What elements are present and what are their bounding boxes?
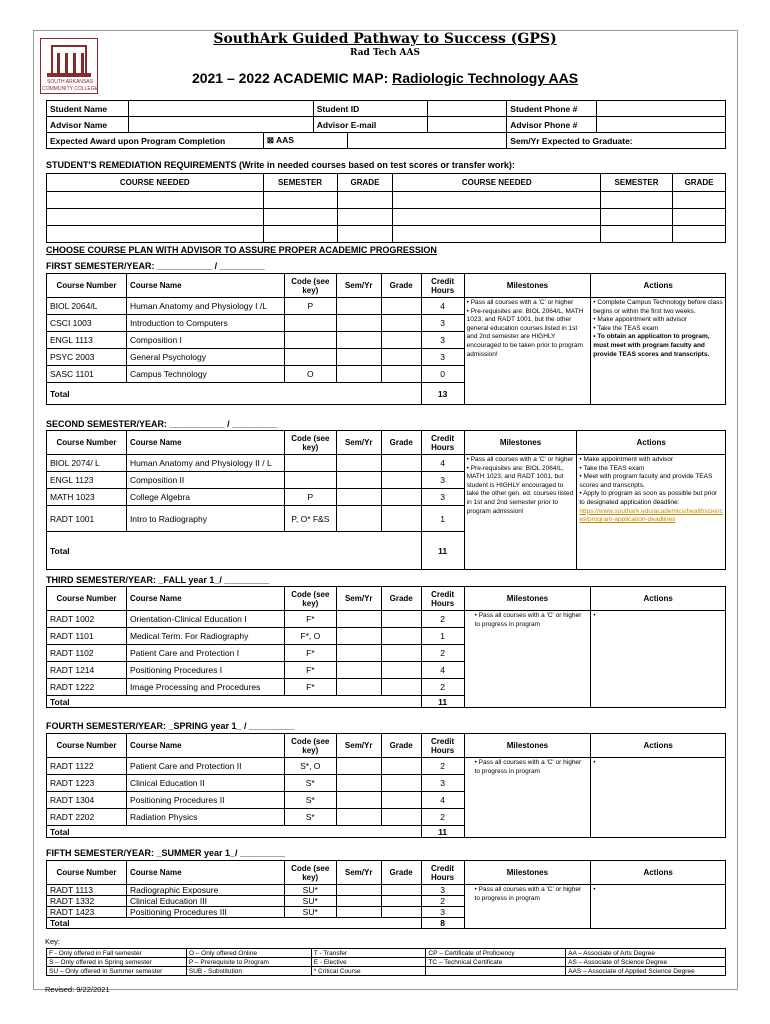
student-info-table — [46, 100, 726, 149]
column-header: Milestones — [464, 861, 591, 885]
column-header: Grade — [381, 274, 421, 298]
table-cell — [336, 628, 381, 645]
column-header: Code (see key) — [284, 861, 336, 885]
column-header: Course Name — [126, 734, 284, 758]
column-header: Code (see key) — [284, 587, 336, 611]
table-cell — [336, 489, 381, 506]
table-cell: Positioning Procedures III — [126, 907, 284, 918]
table-cell: General Psychology — [126, 349, 284, 366]
table-cell — [336, 472, 381, 489]
table-cell: • Pass all courses with a 'C' or higher to progress in program — [464, 758, 591, 838]
table-cell: F* — [284, 645, 336, 662]
table-cell: 0 — [421, 366, 464, 383]
table-cell — [336, 315, 381, 332]
table-cell: SASC 1101 — [47, 366, 127, 383]
column-header: Milestones — [464, 734, 591, 758]
remediation-table — [46, 173, 726, 243]
sem1-table — [46, 273, 726, 405]
table-cell: CSCI 1003 — [47, 315, 127, 332]
table-cell — [381, 662, 421, 679]
award-checkbox[interactable]: ⊠ AAS — [263, 133, 347, 149]
column-header: Course Number — [47, 431, 127, 455]
column-header: Credit Hours — [421, 274, 464, 298]
table-cell: F* — [284, 679, 336, 696]
application-deadline-link[interactable]: https://www.southark.edu/academics/healthsciences/program-application-deadlines — [579, 507, 723, 524]
table-cell — [336, 645, 381, 662]
sem5-table — [46, 860, 726, 929]
table-cell: RADT 1423 — [47, 907, 127, 918]
table-cell: ENGL 1123 — [47, 472, 127, 489]
table-cell — [336, 775, 381, 792]
table-cell: SUB - Substitution — [186, 967, 311, 976]
table-cell: RADT 1223 — [47, 775, 127, 792]
table-cell: Campus Technology — [126, 366, 284, 383]
table-cell — [381, 792, 421, 809]
table-cell: RADT 1332 — [47, 896, 127, 907]
column-header: Code (see key) — [284, 431, 336, 455]
table-cell: S* — [284, 809, 336, 826]
table-cell: RADT 1113 — [47, 885, 127, 896]
column-header: Course Name — [126, 861, 284, 885]
table-cell: P – Prerequisite to Program — [186, 958, 311, 967]
advisor-phone-field[interactable] — [597, 117, 726, 133]
table-cell — [381, 645, 421, 662]
table-cell — [47, 226, 264, 243]
table-cell — [336, 611, 381, 628]
sem2-table — [46, 430, 726, 570]
table-cell: 3 — [421, 775, 464, 792]
table-cell: BIOL 2074/ L — [47, 455, 127, 472]
table-cell: RADT 1001 — [47, 506, 127, 532]
column-header: Course Name — [126, 587, 284, 611]
column-header: SEMESTER — [601, 174, 673, 192]
table-cell: • Pass all courses with a 'C' or higher to progress in program — [464, 611, 591, 708]
table-cell — [284, 349, 336, 366]
table-cell: S – Only offered in Spring semester — [47, 958, 187, 967]
table-cell — [381, 298, 421, 315]
table-cell: BIOL 2064/L — [47, 298, 127, 315]
table-cell: Intro to Radiography — [126, 506, 284, 532]
table-cell: MATH 1023 — [47, 489, 127, 506]
sem4-table — [46, 733, 726, 838]
table-cell: 2 — [421, 809, 464, 826]
table-cell — [673, 226, 726, 243]
table-cell: SU* — [284, 885, 336, 896]
table-cell — [381, 775, 421, 792]
table-cell: 2 — [421, 896, 464, 907]
table-cell — [381, 907, 421, 918]
table-cell: Composition II — [126, 472, 284, 489]
table-cell: College Algebra — [126, 489, 284, 506]
table-cell: RADT 1122 — [47, 758, 127, 775]
table-cell — [263, 209, 337, 226]
table-cell — [284, 315, 336, 332]
column-header: Actions — [591, 861, 726, 885]
table-cell: 3 — [421, 472, 464, 489]
table-cell: E - Elective — [311, 958, 426, 967]
table-cell — [426, 967, 566, 976]
student-phone-field[interactable] — [597, 101, 726, 117]
table-cell — [381, 472, 421, 489]
table-cell — [336, 298, 381, 315]
table-cell — [381, 315, 421, 332]
key-label: Key: — [45, 937, 61, 946]
table-cell: 2 — [421, 645, 464, 662]
table-cell — [337, 209, 393, 226]
table-cell — [393, 192, 601, 209]
table-cell: Human Anatomy and Physiology II / L — [126, 455, 284, 472]
column-header: Code (see key) — [284, 734, 336, 758]
table-cell — [381, 611, 421, 628]
column-header: Milestones — [464, 274, 591, 298]
table-cell: Advisor Phone # — [507, 117, 597, 133]
table-cell — [381, 896, 421, 907]
table-cell: RADT 1002 — [47, 611, 127, 628]
column-header: Milestones — [464, 431, 577, 455]
column-header: Grade — [381, 587, 421, 611]
table-cell — [336, 896, 381, 907]
table-cell — [336, 332, 381, 349]
table-cell: Student ID — [313, 101, 427, 117]
table-cell: SU – Only offered in Summer semester — [47, 967, 187, 976]
table-cell — [381, 349, 421, 366]
table-cell — [263, 226, 337, 243]
table-cell: Total — [47, 918, 422, 929]
table-cell: AAS – Associate of Applied Science Degree — [566, 967, 726, 976]
column-header: Actions — [591, 274, 726, 298]
table-cell: ENGL 1113 — [47, 332, 127, 349]
table-cell — [601, 209, 673, 226]
table-cell: 3 — [421, 907, 464, 918]
column-header: Sem/Yr — [336, 587, 381, 611]
table-cell: 2 — [421, 758, 464, 775]
table-cell: Student Phone # — [507, 101, 597, 117]
column-header: Grade — [381, 861, 421, 885]
table-cell: 13 — [421, 383, 464, 405]
table-cell — [336, 809, 381, 826]
sem1-actions: • Complete Campus Technology before class begins or within the first two weeks. • Make appointment with advisor • Take the TEAS exam • To obtain an application to program, must meet with program faculty and provide TEAS scores and transcripts. — [591, 298, 726, 405]
table-cell — [337, 226, 393, 243]
table-cell: Human Anatomy and Physiology I /L — [126, 298, 284, 315]
sem1-milestones: • Pass all courses with a 'C' or higher • Pre-requisites are: BIOL 2064/L, MATH 1023, and RADT 1001, but the other general education courses listed in 1st and 2nd semester are HIGHLY encouraged to be taken prior to program admission! — [464, 298, 591, 405]
sem1-heading: FIRST SEMESTER/YEAR: ___________ / _________ — [46, 261, 265, 271]
table-cell — [381, 679, 421, 696]
table-cell — [337, 192, 393, 209]
column-header: SEMESTER — [263, 174, 337, 192]
table-cell: Total — [47, 532, 422, 570]
table-cell: 4 — [421, 455, 464, 472]
table-cell — [381, 489, 421, 506]
column-header: Sem/Yr — [336, 861, 381, 885]
sem2-actions: • Make appointment with advisor • Take the TEAS exam • Meet with program faculty and provide TEAS scores and transcripts. • Apply to program as soon as possible but prior to designated application deadline: https://www.southark.edu/academics/healthsciences/program-application-deadlines — [577, 455, 726, 570]
table-cell: PSYC 2003 — [47, 349, 127, 366]
table-cell: 3 — [421, 332, 464, 349]
remediation-heading: STUDENT'S REMEDIATION REQUIREMENTS (Write in needed courses based on test scores or transfer work): — [46, 160, 515, 170]
table-cell: F* — [284, 611, 336, 628]
table-cell: 3 — [421, 315, 464, 332]
table-cell: Radiation Physics — [126, 809, 284, 826]
student-name-field[interactable] — [128, 101, 313, 117]
table-cell: RADT 1101 — [47, 628, 127, 645]
table-cell: • — [591, 611, 726, 708]
college-logo: SOUTH ARKANSAS COMMUNITY COLLEGE — [40, 38, 98, 94]
table-cell: Medical Term. For Radiography — [126, 628, 284, 645]
table-cell — [381, 366, 421, 383]
table-cell: Orientation-Clinical Education I — [126, 611, 284, 628]
column-header: Course Name — [126, 274, 284, 298]
student-id-field[interactable] — [427, 101, 507, 117]
sem3-heading: THIRD SEMESTER/YEAR: _FALL year 1_/ _________ — [46, 575, 270, 585]
advisor-email-field[interactable] — [427, 117, 507, 133]
column-header: Course Name — [126, 431, 284, 455]
table-cell: Radiographic Exposure — [126, 885, 284, 896]
sem4-heading: FOURTH SEMESTER/YEAR: _SPRING year 1_ / _________ — [46, 721, 295, 731]
table-cell: TC – Technical Certificate — [426, 958, 566, 967]
table-cell — [336, 366, 381, 383]
column-header: Grade — [381, 431, 421, 455]
table-cell: Sem/Yr Expected to Graduate: — [507, 133, 726, 149]
table-cell: S* — [284, 775, 336, 792]
table-cell: S* — [284, 792, 336, 809]
revised-date: Revised: 9/22/2021 — [45, 985, 110, 994]
table-cell: 3 — [421, 489, 464, 506]
table-cell: Patient Care and Protection II — [126, 758, 284, 775]
sem5-heading: FIFTH SEMESTER/YEAR: _SUMMER year 1_/ _________ — [46, 848, 286, 858]
table-cell: Advisor E-mail — [313, 117, 427, 133]
doc-title: SouthArk Guided Pathway to Success (GPS) — [213, 31, 557, 47]
column-header: Credit Hours — [421, 861, 464, 885]
table-cell — [381, 455, 421, 472]
table-cell: Positioning Procedures I — [126, 662, 284, 679]
table-cell: Image Processing and Procedures — [126, 679, 284, 696]
table-cell: RADT 2202 — [47, 809, 127, 826]
key-table — [46, 948, 726, 976]
column-header: Course Number — [47, 274, 127, 298]
table-cell — [381, 506, 421, 532]
table-cell — [263, 192, 337, 209]
table-cell: 4 — [421, 662, 464, 679]
table-cell: O — [284, 366, 336, 383]
table-cell: S*, O — [284, 758, 336, 775]
table-cell: 2 — [421, 679, 464, 696]
column-header: Sem/Yr — [336, 734, 381, 758]
table-cell: Total — [47, 696, 422, 708]
table-cell: F* — [284, 662, 336, 679]
table-cell: F*, O — [284, 628, 336, 645]
table-cell — [393, 226, 601, 243]
table-cell: Clinical Education II — [126, 775, 284, 792]
table-cell: P, O* F&S — [284, 506, 336, 532]
column-header: Course Number — [47, 587, 127, 611]
table-cell: RADT 1214 — [47, 662, 127, 679]
table-cell: P — [284, 489, 336, 506]
sem2-milestones: • Pass all courses with a 'C' or higher • Pre-requisites are: BIOL 2064/L, MATH 1023, and RADT 1001, but student is HIGHLY encouraged to take the other gen. ed. courses listed in 1st and 2nd semester prior to program admission! — [464, 455, 577, 570]
table-cell — [336, 758, 381, 775]
table-cell — [381, 885, 421, 896]
table-cell — [284, 455, 336, 472]
table-cell: RADT 1304 — [47, 792, 127, 809]
column-header: Actions — [591, 734, 726, 758]
column-header: GRADE — [673, 174, 726, 192]
table-cell — [673, 209, 726, 226]
table-cell: * Critical Course — [311, 967, 426, 976]
table-cell — [336, 679, 381, 696]
table-cell: AS – Associate of Science Degree — [566, 958, 726, 967]
table-cell: • — [591, 758, 726, 838]
table-cell — [336, 907, 381, 918]
table-cell: P — [284, 298, 336, 315]
table-cell: 1 — [421, 506, 464, 532]
table-cell: Advisor Name — [47, 117, 129, 133]
column-header: GRADE — [337, 174, 393, 192]
table-cell — [381, 628, 421, 645]
table-cell — [336, 662, 381, 679]
table-cell: SU* — [284, 896, 336, 907]
table-cell — [284, 472, 336, 489]
table-cell — [393, 209, 601, 226]
column-header: COURSE NEEDED — [47, 174, 264, 192]
table-cell: 3 — [421, 885, 464, 896]
table-cell: 4 — [421, 792, 464, 809]
column-header: Actions — [591, 587, 726, 611]
column-header: COURSE NEEDED — [393, 174, 601, 192]
table-cell: 11 — [421, 532, 464, 570]
plan-heading: CHOOSE COURSE PLAN WITH ADVISOR TO ASSURE PROPER ACADEMIC PROGRESSION — [46, 245, 437, 255]
table-cell — [336, 506, 381, 532]
table-cell: F - Only offered in Fall semester — [47, 949, 187, 958]
academic-map-title: 2021 – 2022 ACADEMIC MAP: Radiologic Technology AAS — [191, 70, 579, 86]
table-cell: • Pass all courses with a 'C' or higher to progress in program — [464, 885, 591, 929]
column-header: Actions — [577, 431, 726, 455]
table-cell: 3 — [421, 349, 464, 366]
table-cell — [47, 192, 264, 209]
column-header: Sem/Yr — [336, 431, 381, 455]
table-cell: Student Name — [47, 101, 129, 117]
column-header: Course Number — [47, 861, 127, 885]
table-cell — [673, 192, 726, 209]
table-cell: Positioning Procedures II — [126, 792, 284, 809]
table-cell: T - Transfer — [311, 949, 426, 958]
table-cell: AA – Associate of Arts Degree — [566, 949, 726, 958]
table-cell: 11 — [421, 826, 464, 838]
table-cell — [284, 332, 336, 349]
table-cell — [336, 349, 381, 366]
sem2-heading: SECOND SEMESTER/YEAR: ___________ / _________ — [46, 419, 278, 429]
table-cell: SU* — [284, 907, 336, 918]
column-header: Grade — [381, 734, 421, 758]
table-cell — [336, 885, 381, 896]
table-cell: 11 — [421, 696, 464, 708]
doc-subtitle: Rad Tech AAS — [350, 48, 420, 58]
table-cell — [47, 209, 264, 226]
advisor-name-field[interactable] — [128, 117, 313, 133]
table-cell — [336, 455, 381, 472]
table-cell: Patient Care and Protection I — [126, 645, 284, 662]
column-header: Milestones — [464, 587, 591, 611]
column-header: Code (see key) — [284, 274, 336, 298]
table-cell — [347, 133, 507, 149]
table-cell: Introduction to Computers — [126, 315, 284, 332]
table-cell: 2 — [421, 611, 464, 628]
table-cell: 4 — [421, 298, 464, 315]
table-cell: Composition I — [126, 332, 284, 349]
table-cell — [336, 792, 381, 809]
column-header: Course Number — [47, 734, 127, 758]
sem3-table — [46, 586, 726, 708]
column-header: Credit Hours — [421, 587, 464, 611]
table-cell — [381, 758, 421, 775]
table-cell: • — [591, 885, 726, 929]
table-cell: 1 — [421, 628, 464, 645]
table-cell: O – Only offered Online — [186, 949, 311, 958]
table-cell — [381, 809, 421, 826]
table-cell: CP – Certificate of Proficiency — [426, 949, 566, 958]
column-header: Credit Hours — [421, 734, 464, 758]
table-cell: 8 — [421, 918, 464, 929]
table-cell: RADT 1102 — [47, 645, 127, 662]
column-header: Sem/Yr — [336, 274, 381, 298]
table-cell — [601, 192, 673, 209]
table-cell — [381, 332, 421, 349]
table-cell: RADT 1222 — [47, 679, 127, 696]
column-header: Credit Hours — [421, 431, 464, 455]
table-cell: Expected Award upon Program Completion — [47, 133, 264, 149]
table-cell: Clinical Education III — [126, 896, 284, 907]
table-cell — [601, 226, 673, 243]
table-cell: Total — [47, 383, 422, 405]
table-cell: Total — [47, 826, 422, 838]
